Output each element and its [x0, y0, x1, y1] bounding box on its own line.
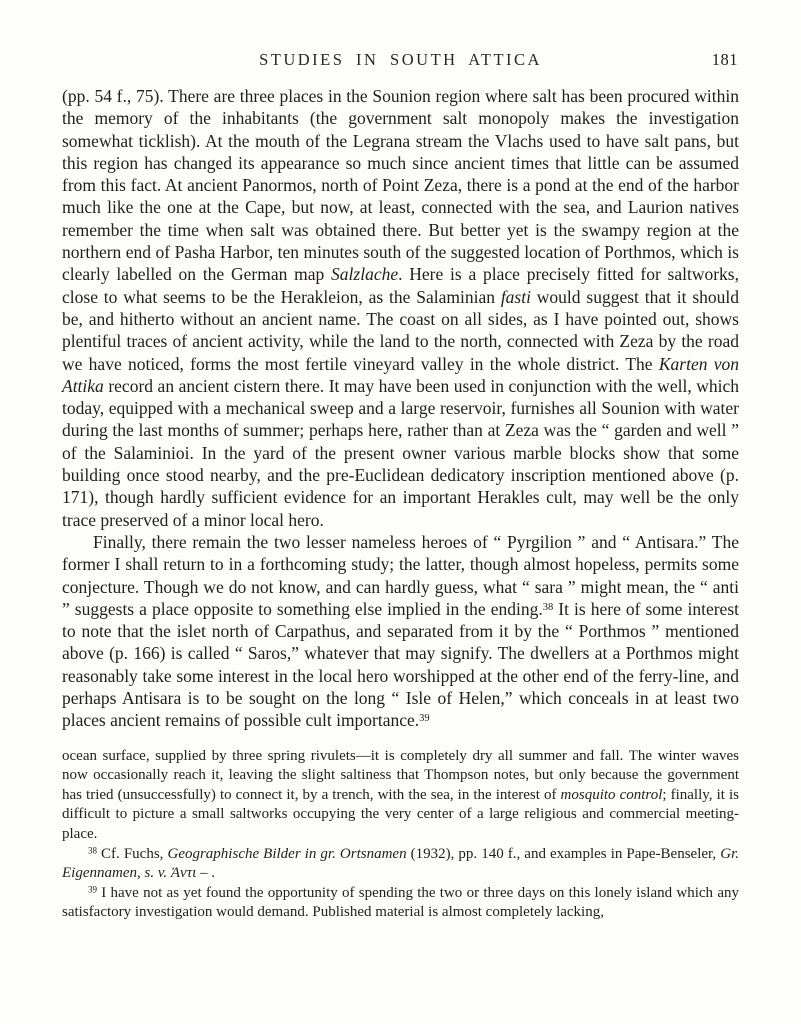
footnotes-block [62, 747, 739, 923]
running-title: STUDIES IN SOUTH ATTICA [259, 50, 542, 69]
footnote-continuation-paragraph: ocean surface, supplied by three spring rivulets—it is completely dry all summer and fall. The winter waves now occasionally reach it, leaving the slight saltiness that Thompson notes, but only because the government has tried (unsuccessfully) to connect it, by a trench, with the sea, in the interest of mosquito control; finally, it is difficult to picture a small saltworks occupying the very center of a large religious and commercial meeting-place. [62, 747, 739, 842]
body-text [62, 85, 739, 732]
footnote-38: $^{38}$ Cf. Fuchs, Geographische Bilder in gr. Ortsnamen (1932), pp. 140 f., and examples in Pape-Benseler, Gr. Eigennamen, s. v. Ἀντι – . [62, 845, 739, 882]
footnote-39: $^{39}$ I have not as yet found the opportunity of spending the two or three days on this lonely island which any satisfactory investigation would demand. Published material is almost completely lacking, [62, 884, 739, 921]
body-paragraph: Finally, there remain the two lesser nameless heroes of “ Pyrgilion ” and “ Antisara.” The former I shall return to in a forthcoming study; the latter, though almost hopeless, permits some conjecture. Though we do not know, and can hardly guess, what “ sara ” might mean, the “ anti ” suggests a place opposite to something else implied in the ending.$^{38}$ It is here of some interest to note that the islet north of Carpathus, and separated from it by the “ Porthmos ” mentioned above (p. 166) is called “ Saros,” whatever that may signify. The dwellers at a Porthmos might reasonably take some interest in the local hero worshipped at the other end of the ferry-line, and perhaps Antisara is to be sought on the long “ Isle of Helen,” which conceals in at least two places ancient remains of possible cult importance.$^{39}$ [62, 531, 739, 731]
page-number: 181 [711, 50, 738, 69]
page-header [62, 50, 739, 72]
body-paragraph: (pp. 54 f., 75). There are three places in the Sounion region where salt has been procured within the memory of the inhabitants (the government salt monopoly makes the investigation somewhat ticklish). At the mouth of the Legrana stream the Vlachs used to have salt pans, but this region has changed its appearance so much since ancient times that little can be assumed from this fact. At ancient Panormos, north of Point Zeza, there is a pond at the end of the harbor much like the one at the Cape, but now, at least, connected with the sea, and Laurion natives remember the time when salt was obtained there. But better yet is the swampy region at the northern end of Pasha Harbor, ten minutes south of the suggested location of Porthmos, which is clearly labelled on the German map Salzlache. Here is a place precisely fitted for saltworks, close to what seems to be the Herakleion, as the Salaminian fasti would suggest that it should be, and hitherto without an ancient name. The coast on all sides, as I have pointed out, shows plentiful traces of ancient activity, while the land to the north, connected with Zeza by the road we have noticed, forms the most fertile vineyard valley in the whole district. The Karten von Attika record an ancient cistern there. It may have been used in conjunction with the well, which today, equipped with a mechanical sweep and a large reservoir, furnishes all Sounion with water during the last months of summer; perhaps here, rather than at Zeza was the “ garden and well ” of the Salaminioi. In the yard of the present owner various marble blocks show that some building once stood nearby, and the pre-Euclidean dedicatory inscription mentioned above (p. 171), though hardly sufficient evidence for an important Herakles cult, may well be the only trace preserved of a minor local hero. [62, 86, 740, 530]
